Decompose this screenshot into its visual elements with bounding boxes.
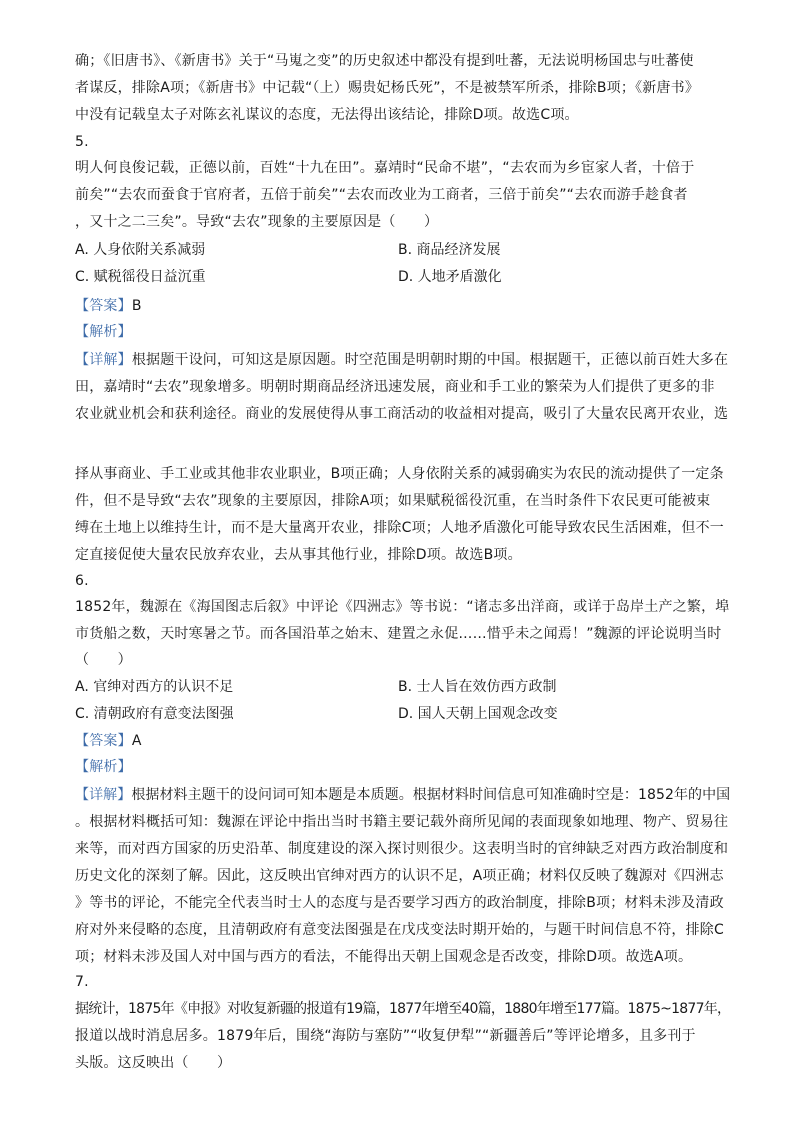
question-stem-line: 据统计，1875年《申报》对收复新疆的报道有19篇，1877年增至40篇，1880年增至177篇。1875~1877年， — [75, 1001, 731, 1017]
detail-line: 历史文化的深刻了解。因此，这反映出官绅对西方的认识不足，A项正确；材料仅反映了魏源对《四洲志 — [75, 868, 724, 884]
detail-tag: 【详解】 — [75, 352, 132, 368]
option-b: B. 士人旨在效仿西方政制 — [398, 679, 557, 695]
question-stem-line: （ ） — [75, 652, 132, 668]
detail-line: 农业就业机会和获利途径。商业的发展使得从事工商活动的收益相对提高，吸引了大量农民离开农业，选 — [75, 406, 729, 422]
detail-line: 府对外来侵略的态度，且清朝政府有意变法图强是在戊戌变法时期开始的，与题干时间信息不符，排除C — [75, 922, 724, 938]
detail-tag: 【详解】 — [75, 787, 132, 803]
question-stem-line: 明人何良俊记载，正德以前，百姓“十九在田”。嘉靖时“民命不堪”，“去农而为乡宦家人者，十倍于 — [75, 160, 695, 176]
question-stem-line: 前矣”“去农而蚕食于官府者，五倍于前矣”“去农而改业为工商者，三倍于前矣”“去农而游手趁食者 — [75, 187, 688, 203]
question-stem-line: 市货船之数，天时寒暑之节。而各国沿革之始末、建置之永促……惜乎未之闻焉！”魏源的评论说明当时 — [75, 626, 722, 642]
question-stem-line: 1852年，魏源在《海国图志后叙》中评论《四洲志》等书说：“诸志多出洋商，或详于岛岸土产之繁，埠 — [75, 599, 730, 615]
detail-line: 》等书的评论，不能完全代表当时士人的态度与是否要学习西方的政治制度，排除B项；材料未涉及清政 — [75, 895, 724, 911]
detail-line: 项；材料未涉及国人对中国与西方的看法，不能得出天朝上国观念是否改变，排除D项。故选A项。 — [75, 949, 693, 965]
option-c: C. 清朝政府有意变法图强 — [75, 706, 234, 722]
text-line: 确；《旧唐书》、《新唐书》关于“马嵬之变”的历史叙述中都没有提到吐蕃，无法说明杨国忠与吐蕃使 — [75, 53, 694, 69]
answer-tag: 【答案】 — [75, 298, 132, 314]
text-line: 者谋反，排除A项；《新唐书》中记载“（上）赐贵妃杨氏死”，不是被禁军所杀，排除B项；《新唐书》 — [75, 80, 700, 96]
detail-line — [75, 785, 730, 805]
question-stem-line: 头版。这反映出（ ） — [75, 1055, 232, 1071]
option-d: D. 国人天朝上国观念改变 — [398, 706, 558, 722]
analysis-tag: 【解析】 — [75, 759, 132, 775]
detail-line: 。根据材料概括可知：魏源在评论中指出当时书籍主要记载外商所见闻的表面现象如地理、物产、贸易往 — [75, 814, 729, 830]
answer-tag: 【答案】 — [75, 733, 132, 749]
question-number: 6. — [75, 573, 89, 589]
detail-line — [75, 350, 728, 370]
question-number: 7. — [75, 974, 89, 990]
option-c: C. 赋税徭役日益沉重 — [75, 269, 206, 285]
option-b: B. 商品经济发展 — [398, 242, 501, 258]
detail-text: 根据题干设问，可知这是原因题。时空范围是明朝时期的中国。根据题干，正德以前百姓大多在 — [131, 352, 729, 368]
answer-value: B — [131, 298, 142, 314]
detail-line: 缚在土地上以维持生计，而不是大量离开农业，排除C项；人地矛盾激化可能导致农民生活困难，但不一 — [75, 520, 724, 536]
answer-value: A — [131, 733, 142, 749]
answer-line — [75, 296, 142, 316]
detail-line: 择从事商业、手工业或其他非农业职业，B项正确；人身依附关系的减弱确实为农民的流动提供了一定条 — [75, 466, 724, 482]
question-stem-line: ，又十之二三矣”。导致“去农”现象的主要原因是（ ） — [75, 214, 439, 230]
answer-line — [75, 731, 142, 751]
detail-line: 来等，而对西方国家的历史沿革、制度建设的深入探讨则很少。这表明当时的官绅缺乏对西方政治制度和 — [75, 841, 729, 857]
detail-line: 件，但不是导致“去农”现象的主要原因，排除A项；如果赋税徭役沉重，在当时条件下农民更可能被束 — [75, 493, 711, 509]
text-line: 中没有记载皇太子对陈玄礼谋议的态度，无法得出该结论，排除D项。故选C项。 — [75, 107, 579, 123]
option-a: A. 官绅对西方的认识不足 — [75, 679, 234, 695]
question-stem-line: 报道以战时消息居多。1879年后，围绕“海防与塞防”“收复伊犁”“新疆善后”等评论增多，且多刊于 — [75, 1028, 696, 1044]
analysis-tag: 【解析】 — [75, 324, 132, 340]
detail-line: 定直接促使大量农民放弃农业，去从事其他行业，排除D项。故选B项。 — [75, 547, 522, 563]
question-number: 5. — [75, 134, 89, 150]
detail-line: 田，嘉靖时“去农”现象增多。明朝时期商品经济迅速发展，商业和手工业的繁荣为人们提供了更多的非 — [75, 379, 715, 395]
option-d: D. 人地矛盾激化 — [398, 269, 502, 285]
option-a: A. 人身依附关系减弱 — [75, 242, 206, 258]
detail-text: 根据材料主题干的设问词可知本题是本质题。根据材料时间信息可知准确时空是：1852年的中国 — [131, 787, 731, 803]
